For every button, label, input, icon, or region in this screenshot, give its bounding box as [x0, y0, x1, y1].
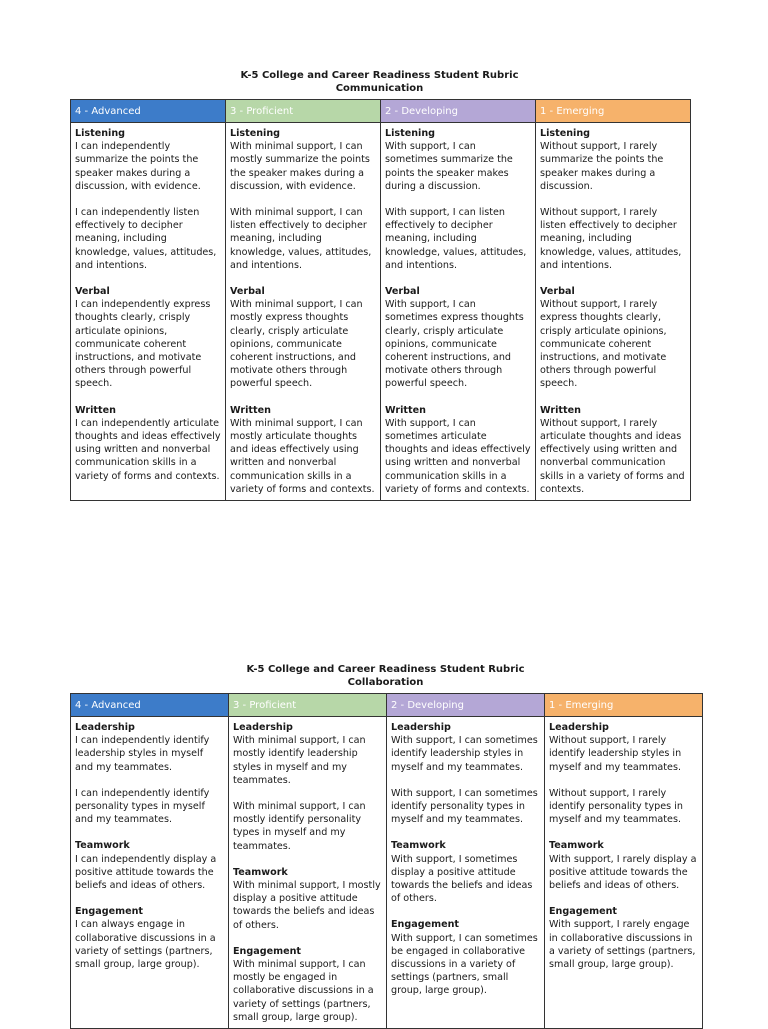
criterion-description: With minimal support, I can mostly express thoughts clearly, crisply articulate opinions, communicate coherent instructions, and motivate others through powerful speech.	[230, 299, 363, 390]
criterion-description: With minimal support, I can listen effectively to decipher meaning, including knowledge, values, attitudes, and intentions.	[230, 207, 372, 271]
header-proficient: 3 - Proficient	[226, 100, 381, 123]
header-emerging: 1 - Emerging	[536, 100, 691, 123]
criterion-block	[391, 721, 540, 826]
criterion-block	[385, 285, 531, 391]
criterion-heading: Verbal	[540, 286, 575, 298]
criterion-block	[540, 285, 686, 391]
criterion-description: With support, I can sometimes be engaged in collaborative discussions in a variety of settings (partners, small group, large group).	[391, 932, 538, 997]
rubric-subtitle: Collaboration	[347, 677, 424, 688]
criterion-heading: Listening	[540, 128, 591, 139]
criterion-block	[233, 866, 382, 932]
criterion-block	[549, 839, 698, 892]
rubric-cell	[536, 123, 691, 501]
criterion-description: I can independently express thoughts clearly, crisply articulate opinions, communicate coherent instructions, and motivate others through powerful speech.	[75, 299, 211, 390]
criterion-block	[75, 839, 224, 892]
rubric-title-block	[70, 69, 689, 95]
rubric-title: K-5 College and Career Readiness Student Rubric	[240, 70, 519, 81]
content-row	[71, 123, 691, 501]
rubric-cell	[229, 717, 387, 1029]
criterion-heading: Written	[385, 404, 426, 416]
rubric-subtitle: Communication	[335, 83, 424, 94]
criterion-description: With support, I can sometimes identify leadership styles in myself and my teammates.	[391, 735, 538, 773]
criterion-heading: Engagement	[75, 906, 144, 918]
header-advanced: 4 - Advanced	[71, 694, 229, 717]
criterion-description: With support, I rarely engage in collaborative discussions in a variety of settings (partners, small group, large group).	[549, 919, 696, 971]
criterion-block	[391, 918, 540, 997]
criterion-description: With minimal support, I mostly display a positive attitude towards the beliefs and ideas of others.	[233, 880, 381, 931]
rubric-cell	[387, 717, 545, 1029]
rubric-title-block	[70, 663, 701, 689]
criterion-heading: Verbal	[230, 286, 265, 298]
header-emerging: 1 - Emerging	[545, 694, 703, 717]
criterion-heading: Engagement	[233, 945, 302, 957]
criterion-description: With support, I can sometimes identify personality types in myself and my teammates.	[391, 787, 538, 826]
criterion-block	[75, 721, 224, 826]
criterion-description: I can independently summarize the points the speaker makes during a discussion, with evidence.	[75, 141, 201, 192]
criterion-block	[75, 404, 221, 483]
header-advanced: 4 - Advanced	[71, 100, 226, 123]
criterion-heading: Leadership	[75, 722, 135, 733]
criterion-block	[230, 127, 376, 272]
criterion-heading: Engagement	[549, 906, 618, 918]
rubric-cell	[71, 717, 229, 1029]
criterion-description: With minimal support, I can mostly summarize the points the speaker makes during a discussion, with evidence.	[230, 141, 370, 192]
criterion-description: With minimal support, I can mostly identify personality types in myself and my teammates.	[233, 801, 366, 852]
rubric-table	[70, 99, 691, 501]
rubric-cell	[71, 123, 226, 501]
criterion-block	[75, 127, 221, 272]
criterion-description: With support, I can sometimes express thoughts clearly, crisply articulate opinions, communicate coherent instructions, and motivate others through powerful speech.	[385, 299, 524, 390]
criterion-description: Without support, I rarely articulate thoughts and ideas effectively using written and nonverbal communication skills in a variety of forms and contexts.	[540, 417, 685, 495]
criterion-heading: Verbal	[385, 286, 420, 298]
criterion-block	[549, 905, 698, 971]
criterion-heading: Written	[540, 404, 581, 416]
criterion-description: With minimal support, I can mostly be engaged in collaborative discussions in a variety of settings (partners, small group, large group).	[233, 959, 374, 1023]
criterion-block	[233, 945, 382, 1024]
header-row	[71, 694, 703, 717]
rubric-cell	[545, 717, 703, 1029]
criterion-block	[75, 285, 221, 391]
rubric-cell	[226, 123, 381, 501]
criterion-description: Without support, I rarely identify leadership styles in myself and my teammates.	[549, 735, 682, 773]
criterion-description: I can independently identify personality types in myself and my teammates.	[75, 787, 210, 826]
criterion-block	[233, 721, 382, 853]
header-developing: 2 - Developing	[381, 100, 536, 123]
criterion-heading: Listening	[385, 128, 436, 139]
criterion-description: Without support, I rarely express thoughts clearly, crisply articulate opinions, communicate coherent instructions, and motivate others through powerful speech.	[540, 299, 667, 390]
criterion-description: With support, I rarely display a positive attitude towards the beliefs and ideas of others.	[549, 853, 697, 892]
rubric-title: K-5 College and Career Readiness Student Rubric	[246, 664, 525, 675]
criterion-heading: Written	[75, 404, 116, 416]
criterion-heading: Leadership	[391, 722, 451, 733]
criterion-description: With minimal support, I can mostly articulate thoughts and ideas effectively using written and nonverbal communication skills in a variety of forms and contexts.	[230, 417, 375, 495]
criterion-description: Without support, I rarely listen effectively to decipher meaning, including knowledge, values, attitudes, and intentions.	[540, 207, 682, 271]
content-row	[71, 717, 703, 1029]
criterion-heading: Verbal	[75, 286, 110, 298]
header-row	[71, 100, 691, 123]
criterion-description: With minimal support, I can mostly identify leadership styles in myself and my teammates.	[233, 735, 366, 786]
criterion-description: I can independently display a positive attitude towards the beliefs and ideas of others.	[75, 853, 217, 892]
criterion-heading: Leadership	[549, 722, 609, 733]
criterion-description: With support, I can sometimes summarize the points the speaker makes during a discussion.	[385, 141, 513, 192]
criterion-heading: Engagement	[391, 919, 460, 931]
criterion-block	[540, 127, 686, 272]
criterion-description: With support, I sometimes display a positive attitude towards the beliefs and ideas of others.	[391, 853, 533, 905]
criterion-description: With support, I can listen effectively to decipher meaning, including knowledge, values, attitudes, and intentions.	[385, 207, 527, 271]
criterion-block	[230, 285, 376, 391]
criterion-heading: Teamwork	[75, 840, 130, 852]
criterion-heading: Teamwork	[391, 840, 446, 852]
criterion-description: I can independently listen effectively to decipher meaning, including knowledge, values, attitudes, and intentions.	[75, 207, 217, 271]
criterion-block	[549, 721, 698, 826]
criterion-block	[385, 404, 531, 496]
communication-rubric	[70, 69, 691, 501]
criterion-heading: Leadership	[233, 722, 293, 733]
collaboration-rubric	[70, 663, 703, 1029]
criterion-description: I can independently articulate thoughts and ideas effectively using written and nonverbal communication skills in a variety of forms and contexts.	[75, 417, 221, 482]
criterion-block	[391, 839, 540, 905]
criterion-description: I can independently identify leadership styles in myself and my teammates.	[75, 735, 210, 773]
criterion-block	[385, 127, 531, 272]
criterion-description: Without support, I rarely identify personality types in myself and my teammates.	[549, 787, 683, 826]
criterion-description: I can always engage in collaborative discussions in a variety of settings (partners, small group, large group).	[75, 919, 216, 971]
criterion-heading: Listening	[230, 128, 281, 139]
header-developing: 2 - Developing	[387, 694, 545, 717]
criterion-block	[230, 404, 376, 496]
rubric-cell	[381, 123, 536, 501]
criterion-description: With support, I can sometimes articulate thoughts and ideas effectively using written and nonverbal communication skills in a variety of forms and contexts.	[385, 417, 531, 495]
criterion-heading: Teamwork	[549, 840, 604, 852]
rubric-table	[70, 693, 703, 1029]
header-proficient: 3 - Proficient	[229, 694, 387, 717]
criterion-block	[540, 404, 686, 496]
criterion-heading: Teamwork	[233, 866, 288, 878]
criterion-heading: Listening	[75, 128, 126, 139]
criterion-block	[75, 905, 224, 971]
criterion-heading: Written	[230, 404, 271, 416]
criterion-description: Without support, I rarely summarize the points the speaker makes during a discussion.	[540, 141, 664, 192]
